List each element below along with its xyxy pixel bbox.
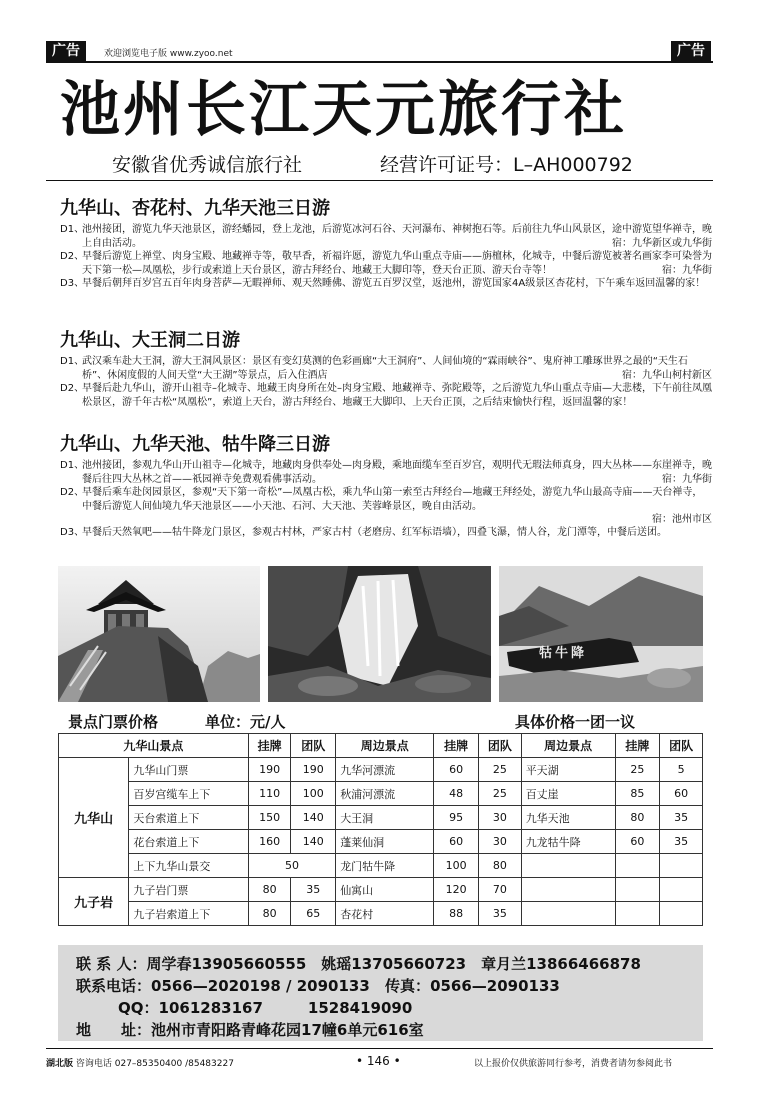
day-text: 池州接团，游览九华天池景区，游经蟠园，登上龙池，后游览冰河石谷、天河瀑布、神树抱石等。后前往九华山风景区，途中游览望华禅寺，晚上自由活动。 xyxy=(82,224,712,249)
table-cell xyxy=(660,878,703,902)
table-cell: 30 xyxy=(479,830,522,854)
group-label: 九子岩 xyxy=(59,878,129,926)
price-table xyxy=(58,733,703,926)
table-cell: 140 xyxy=(291,806,336,830)
contact-box xyxy=(58,945,703,1041)
table-cell: 25 xyxy=(479,782,522,806)
table-cell: 秋浦河漂流 xyxy=(336,782,434,806)
table-cell: 35 xyxy=(479,902,522,926)
tour-2-day-1 xyxy=(60,355,712,382)
fax-value: 0566—2090133 xyxy=(430,977,560,995)
tour-2-title: 九华山、大王洞二日游 xyxy=(60,330,240,351)
table-cell: 25 xyxy=(615,758,660,782)
table-cell: 100 xyxy=(434,854,479,878)
contact-address-line xyxy=(76,1019,424,1040)
table-cell: 60 xyxy=(434,758,479,782)
table-cell: 80 xyxy=(479,854,522,878)
table-cell: 百丈崖 xyxy=(521,782,615,806)
table-cell: 60 xyxy=(434,830,479,854)
table-cell: 95 xyxy=(434,806,479,830)
lodging: 宿：九华山柯村新区 xyxy=(622,370,712,381)
ticket-price-title: 景点门票价格 xyxy=(68,713,159,731)
contact-phone-line xyxy=(76,975,560,996)
photo-waterfall xyxy=(268,566,491,702)
table-cell: 140 xyxy=(291,830,336,854)
footer-phone: 咨询电话 027–85350400 /85483227 xyxy=(75,1059,234,1069)
col-header: 团队 xyxy=(479,734,522,758)
day-label: D2、 xyxy=(60,487,85,498)
table-row xyxy=(59,758,703,782)
col-header: 团队 xyxy=(291,734,336,758)
table-row xyxy=(59,782,703,806)
table-cell: 120 xyxy=(434,878,479,902)
table-cell xyxy=(521,878,615,902)
group-label: 九华山 xyxy=(59,758,129,878)
ticket-price-unit: 单位：元/人 xyxy=(205,713,286,731)
day-label: D2、 xyxy=(60,383,85,394)
qq-label: QQ： xyxy=(118,999,159,1017)
table-cell xyxy=(660,854,703,878)
address-value: 池州市青阳路青峰花园17幢6单元616室 xyxy=(151,1021,424,1039)
tour-1-title: 九华山、杏花村、九华天池三日游 xyxy=(60,198,330,219)
table-cell xyxy=(660,902,703,926)
table-cell: 60 xyxy=(660,782,703,806)
table-cell: 110 xyxy=(248,782,291,806)
tour-2-day-2 xyxy=(60,382,712,409)
lodging: 宿：池州市区 xyxy=(652,514,712,525)
tour-1-day-3 xyxy=(60,277,712,291)
table-cell: 5 xyxy=(660,758,703,782)
day-text: 早餐后天然氧吧——牯牛降龙门景区，参观古村林，严家古村（老磨房、红军标语墙），四叠飞瀑，情人谷，龙门潭等，中餐后送团。 xyxy=(82,527,667,538)
table-cell: 150 xyxy=(248,806,291,830)
table-cell: 50 xyxy=(248,854,335,878)
fax-label: 传真： xyxy=(385,977,431,995)
tour-2 xyxy=(60,326,712,409)
table-cell: 25 xyxy=(479,758,522,782)
tour-3-title: 九华山、九华天池、牯牛降三日游 xyxy=(60,434,330,455)
tour-3-day-1 xyxy=(60,459,712,486)
col-header: 挂牌 xyxy=(434,734,479,758)
tour-1 xyxy=(60,194,712,291)
table-cell: 平天湖 xyxy=(521,758,615,782)
table-cell: 80 xyxy=(615,806,660,830)
table-header-row xyxy=(59,734,703,758)
lodging: 宿：九华街 xyxy=(662,265,712,276)
ad-tag-right: 广告 xyxy=(671,41,711,61)
table-row xyxy=(59,830,703,854)
table-cell xyxy=(521,902,615,926)
day-text: 早餐后乘车赴闵园景区，参观“天下第一奇松”—凤凰古松，乘九华山第一索至古拜经台—地藏王拜经处，游览九华山最高寺庙——天台禅寺，中餐后游览人间仙境九华天池景区——小天池、石河、大天池、芙蓉峰景区，晚自由活动。 xyxy=(82,487,703,512)
footer-left xyxy=(46,1056,234,1069)
contact-person-label: 联 系 人： xyxy=(76,955,147,973)
top-rule xyxy=(46,61,713,63)
agency-slogan: 安徽省优秀诚信旅行社 xyxy=(112,154,303,176)
table-cell: 天台索道上下 xyxy=(129,806,248,830)
day-text: 早餐后游览上禅堂、肉身宝殿、地藏禅寺等，敬早香，祈福许愿，游览九华山重点寺庙——旃檀林，化城寺，中餐后游览被著名画家李可染誉为天下第一松—凤凰松，步行或索道上天台景区，游古拜经台、地藏王大脚印等，登天台正顶、游天台寺等！ xyxy=(82,251,712,276)
page-number: • 146 • xyxy=(356,1054,401,1068)
table-cell: 85 xyxy=(615,782,660,806)
day-text: 武汉乘车赴大王洞，游大王洞风景区：景区有变幻莫测的色彩画廊“大王洞府”、人间仙境的“霖雨峡谷”、鬼府神工雕琢世界之最的“天生石桥”、休闲度假的人间天堂“大王湖”等景点，后入住酒店 xyxy=(82,356,688,381)
table-cell: 蓬莱仙洞 xyxy=(336,830,434,854)
table-cell: 100 xyxy=(291,782,336,806)
table-cell: 80 xyxy=(248,902,291,926)
edition-label: 湖北版 xyxy=(46,1059,74,1069)
tour-3-day-3 xyxy=(60,526,712,540)
contact-qq-line xyxy=(118,997,412,1018)
table-cell: 上下九华山景交 xyxy=(129,854,248,878)
table-cell: 龙门牯牛降 xyxy=(336,854,434,878)
col-header: 周边景点 xyxy=(336,734,434,758)
day-label: D1、 xyxy=(60,356,85,367)
table-cell: 百岁宫缆车上下 xyxy=(129,782,248,806)
table-cell xyxy=(615,878,660,902)
qq-value: 1061283167 1528419090 xyxy=(158,999,413,1017)
license-number: 经营许可证号：L–AH000792 xyxy=(380,154,633,176)
table-cell: 190 xyxy=(291,758,336,782)
photo-pavilion xyxy=(58,566,260,702)
day-label: D2、 xyxy=(60,251,85,262)
table-cell xyxy=(615,902,660,926)
table-cell xyxy=(521,854,615,878)
tour-1-day-2 xyxy=(60,250,712,277)
table-cell: 九华天池 xyxy=(521,806,615,830)
tour-3-day-2 xyxy=(60,486,712,526)
col-header: 挂牌 xyxy=(615,734,660,758)
col-header: 九华山景点 xyxy=(59,734,249,758)
table-cell: 九华山门票 xyxy=(129,758,248,782)
table-cell: 35 xyxy=(291,878,336,902)
photo-guniujiang xyxy=(499,566,703,702)
table-cell xyxy=(615,854,660,878)
day-label: D1、 xyxy=(60,224,85,235)
table-cell: 60 xyxy=(615,830,660,854)
table-cell: 大王洞 xyxy=(336,806,434,830)
day-label: D1、 xyxy=(60,460,85,471)
day-text: 早餐后朝拜百岁宫五百年肉身菩萨—无暇禅师、观天然睡佛、游览五百罗汉堂，返池州，游览国家4A级景区杏花村，下午乘车返回温馨的家！ xyxy=(82,278,706,289)
tour-3 xyxy=(60,430,712,540)
table-row xyxy=(59,806,703,830)
photo-sign-text: 牯牛降 xyxy=(539,646,588,661)
welcome-text: 欢迎浏览电子版 www.zyoo.net xyxy=(104,49,233,59)
lodging: 宿：九华街 xyxy=(662,474,712,485)
table-cell: 九龙牯牛降 xyxy=(521,830,615,854)
table-cell: 35 xyxy=(660,830,703,854)
col-header: 周边景点 xyxy=(521,734,615,758)
table-cell: 仙寓山 xyxy=(336,878,434,902)
price-negotiable-note: 具体价格一团一议 xyxy=(515,713,636,731)
table-cell: 88 xyxy=(434,902,479,926)
ad-tag-left: 广告 xyxy=(46,41,86,61)
day-text: 池州接团，参观九华山开山祖寺—化城寺，地藏肉身供奉处—肉身殿，乘地面缆车至百岁宫，观明代无瑕法师真身，四大丛林——东崖禅寺，晚餐后往四大丛林之首——祇园禅寺免费观看佛事活动。 xyxy=(82,460,712,485)
lodging: 宿：九华新区或九华街 xyxy=(612,238,712,249)
table-cell: 30 xyxy=(479,806,522,830)
footer-note: 以上报价仅供旅游同行参考，消费者请勿参阅此书 xyxy=(474,1059,673,1069)
footer-rule xyxy=(46,1048,713,1049)
table-row xyxy=(59,902,703,926)
col-header: 团队 xyxy=(660,734,703,758)
day-text: 早餐后赴九华山，游开山祖寺–化城寺、地藏王肉身所在处–肉身宝殿、地藏禅寺、弥陀殿等，之后游览九华山重点寺庙—大悲楼，下午前往凤凰松景区，游千年古松“凤凰松”，索道上天台，游古拜经台、地藏王大脚印、上天台正顶，之后结束愉快行程，返回温馨的家！ xyxy=(82,383,712,408)
table-cell: 花台索道上下 xyxy=(129,830,248,854)
table-row xyxy=(59,878,703,902)
table-row xyxy=(59,854,703,878)
day-label: D3、 xyxy=(60,278,85,289)
contact-persons-line xyxy=(76,953,641,974)
table-cell: 160 xyxy=(248,830,291,854)
phone-value: 0566—2020198 / 2090133 xyxy=(151,977,370,995)
col-header: 挂牌 xyxy=(248,734,291,758)
title-rule xyxy=(46,180,713,181)
table-cell: 九华河漂流 xyxy=(336,758,434,782)
table-cell: 190 xyxy=(248,758,291,782)
table-cell: 48 xyxy=(434,782,479,806)
table-cell: 九子岩索道上下 xyxy=(129,902,248,926)
table-cell: 65 xyxy=(291,902,336,926)
table-cell: 九子岩门票 xyxy=(129,878,248,902)
table-cell: 70 xyxy=(479,878,522,902)
contact-persons: 周学春13905660555 姚瑶13705660723 章月兰13866466878 xyxy=(146,955,641,973)
address-label: 地 址： xyxy=(76,1021,152,1039)
phone-label: 联系电话： xyxy=(76,977,152,995)
table-cell: 杏花村 xyxy=(336,902,434,926)
agency-title: 池州长江天元旅行社 xyxy=(60,75,627,145)
table-cell: 80 xyxy=(248,878,291,902)
tour-1-day-1 xyxy=(60,223,712,250)
day-label: D3、 xyxy=(60,527,85,538)
table-cell: 35 xyxy=(660,806,703,830)
